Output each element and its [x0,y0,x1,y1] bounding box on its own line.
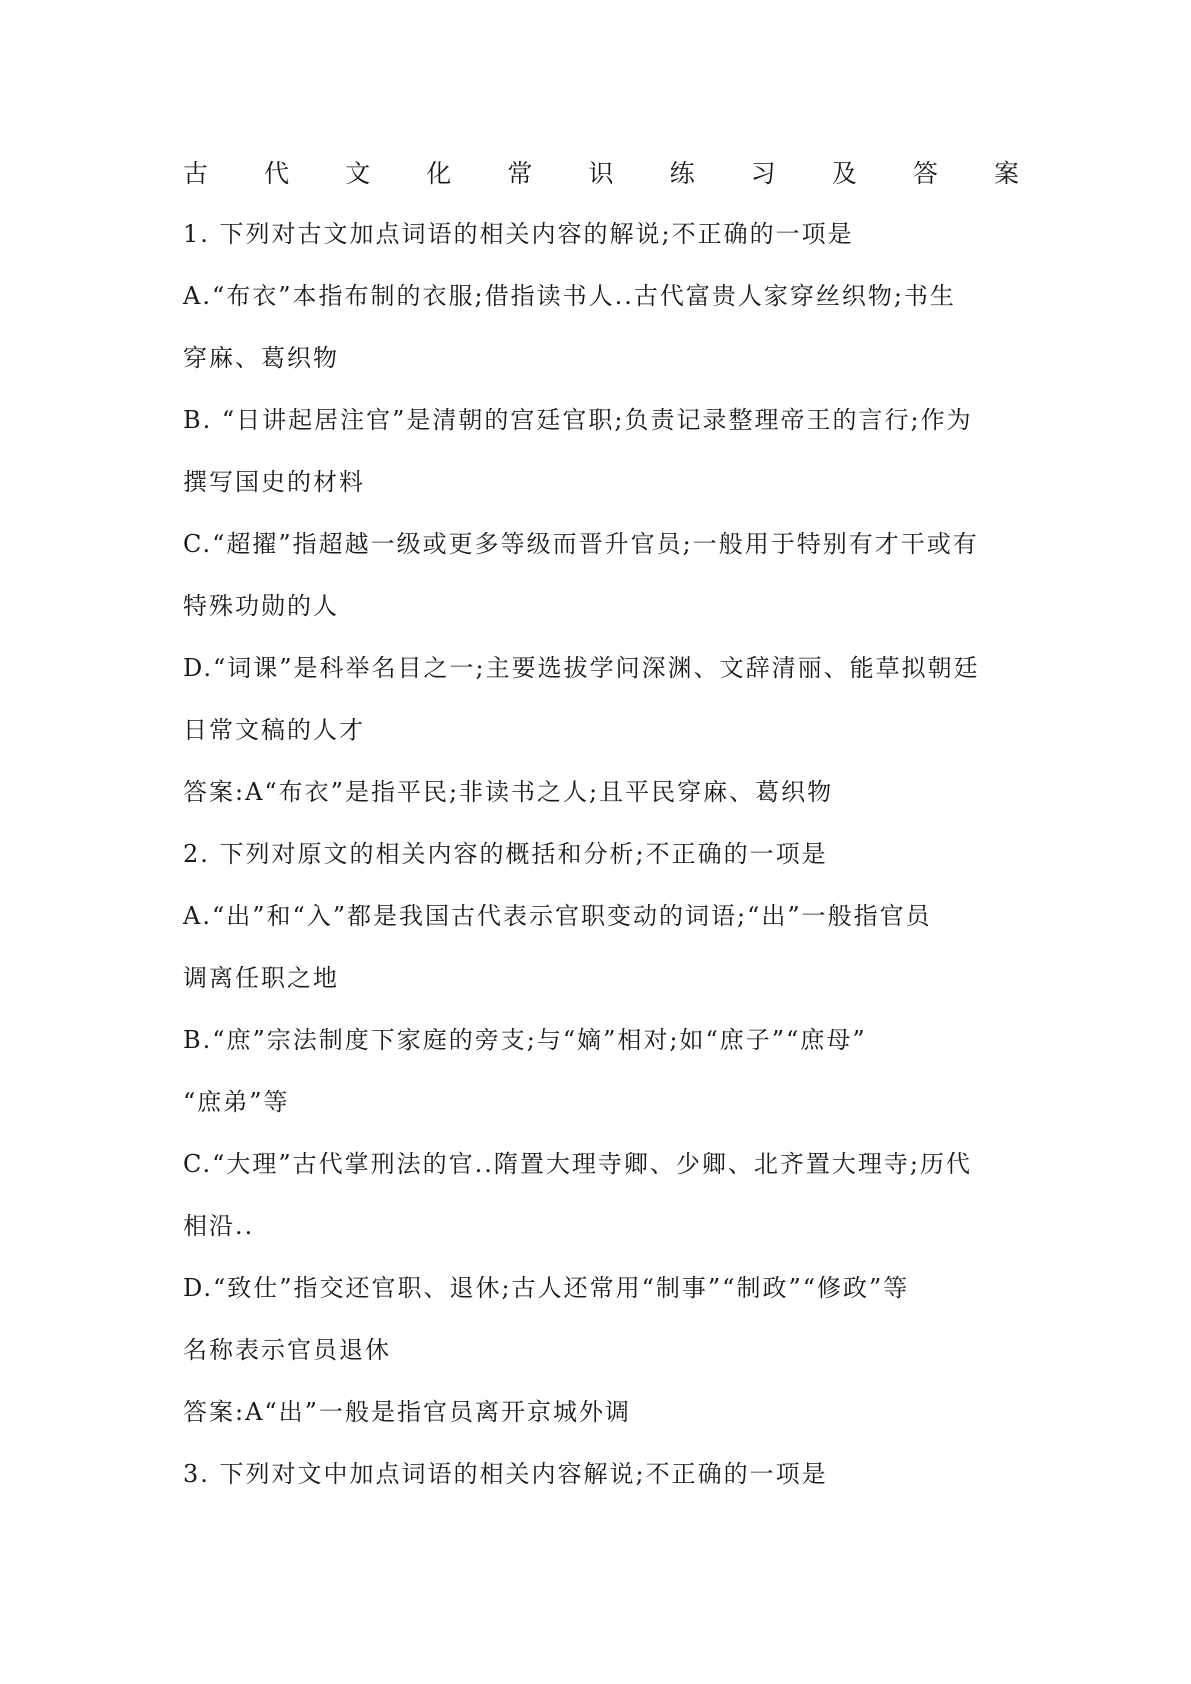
question-2: 2. 下列对原文的相关内容的概括和分析;不正确的一项是 [183,840,828,868]
question-3: 3. 下列对文中加点词语的相关内容解说;不正确的一项是 [183,1460,828,1488]
q1-option-b: B. “日讲起居注官”是清朝的宫廷官职;负责记录整理帝王的言行;作为 [183,406,973,434]
q1-option-b-cont: 撰写国史的材料 [183,468,365,496]
q2-answer: 答案:A“出”一般是指官员离开京城外调 [183,1398,631,1426]
q1-option-d: D.“词课”是科举名目之一;主要选拔学问深渊、文辞清丽、能草拟朝廷 [183,654,980,682]
title-char: 答 [912,159,938,188]
q2-option-b-cont: “庶弟”等 [183,1088,290,1116]
q1-answer: 答案:A“布衣”是指平民;非读书之人;且平民穿麻、葛织物 [183,778,834,806]
q2-option-a-cont: 调离任职之地 [183,964,339,992]
title-char: 古 [183,159,209,188]
title-char: 文 [345,159,371,188]
q1-option-a: A.“布衣”本指布制的衣服;借指读书人..古代富贵人家穿丝织物;书生 [183,282,956,310]
q1-option-d-cont: 日常文稿的人才 [183,716,365,744]
q2-option-d: D.“致仕”指交还官职、退休;古人还常用“制事”“制政”“修政”等 [183,1274,910,1302]
title-char: 常 [507,159,533,188]
page-title [183,150,1019,194]
q2-option-d-cont: 名称表示官员退休 [183,1336,391,1364]
q2-option-b: B.“庶”宗法制度下家庭的旁支;与“嫡”相对;如“庶子”“庶母” [183,1026,867,1054]
title-char: 案 [993,159,1019,188]
q2-option-c: C.“大理”古代掌刑法的官..隋置大理寺卿、少卿、北齐置大理寺;历代 [183,1150,973,1178]
q1-option-c: C.“超擢”指超越一级或更多等级而晋升官员;一般用于特别有才干或有 [183,530,979,558]
q1-option-a-cont: 穿麻、葛织物 [183,344,339,372]
title-char: 代 [264,159,290,188]
title-char: 练 [669,159,695,188]
question-1: 1. 下列对古文加点词语的相关内容的解说;不正确的一项是 [183,220,854,248]
q2-option-a: A.“出”和“入”都是我国古代表示官职变动的词语;“出”一般指官员 [183,902,932,930]
q2-option-c-cont: 相沿.. [183,1212,255,1240]
title-char: 化 [426,159,452,188]
title-char: 识 [588,159,614,188]
title-char: 及 [831,159,857,188]
q1-option-c-cont: 特殊功勋的人 [183,592,339,620]
title-char: 习 [750,159,776,188]
